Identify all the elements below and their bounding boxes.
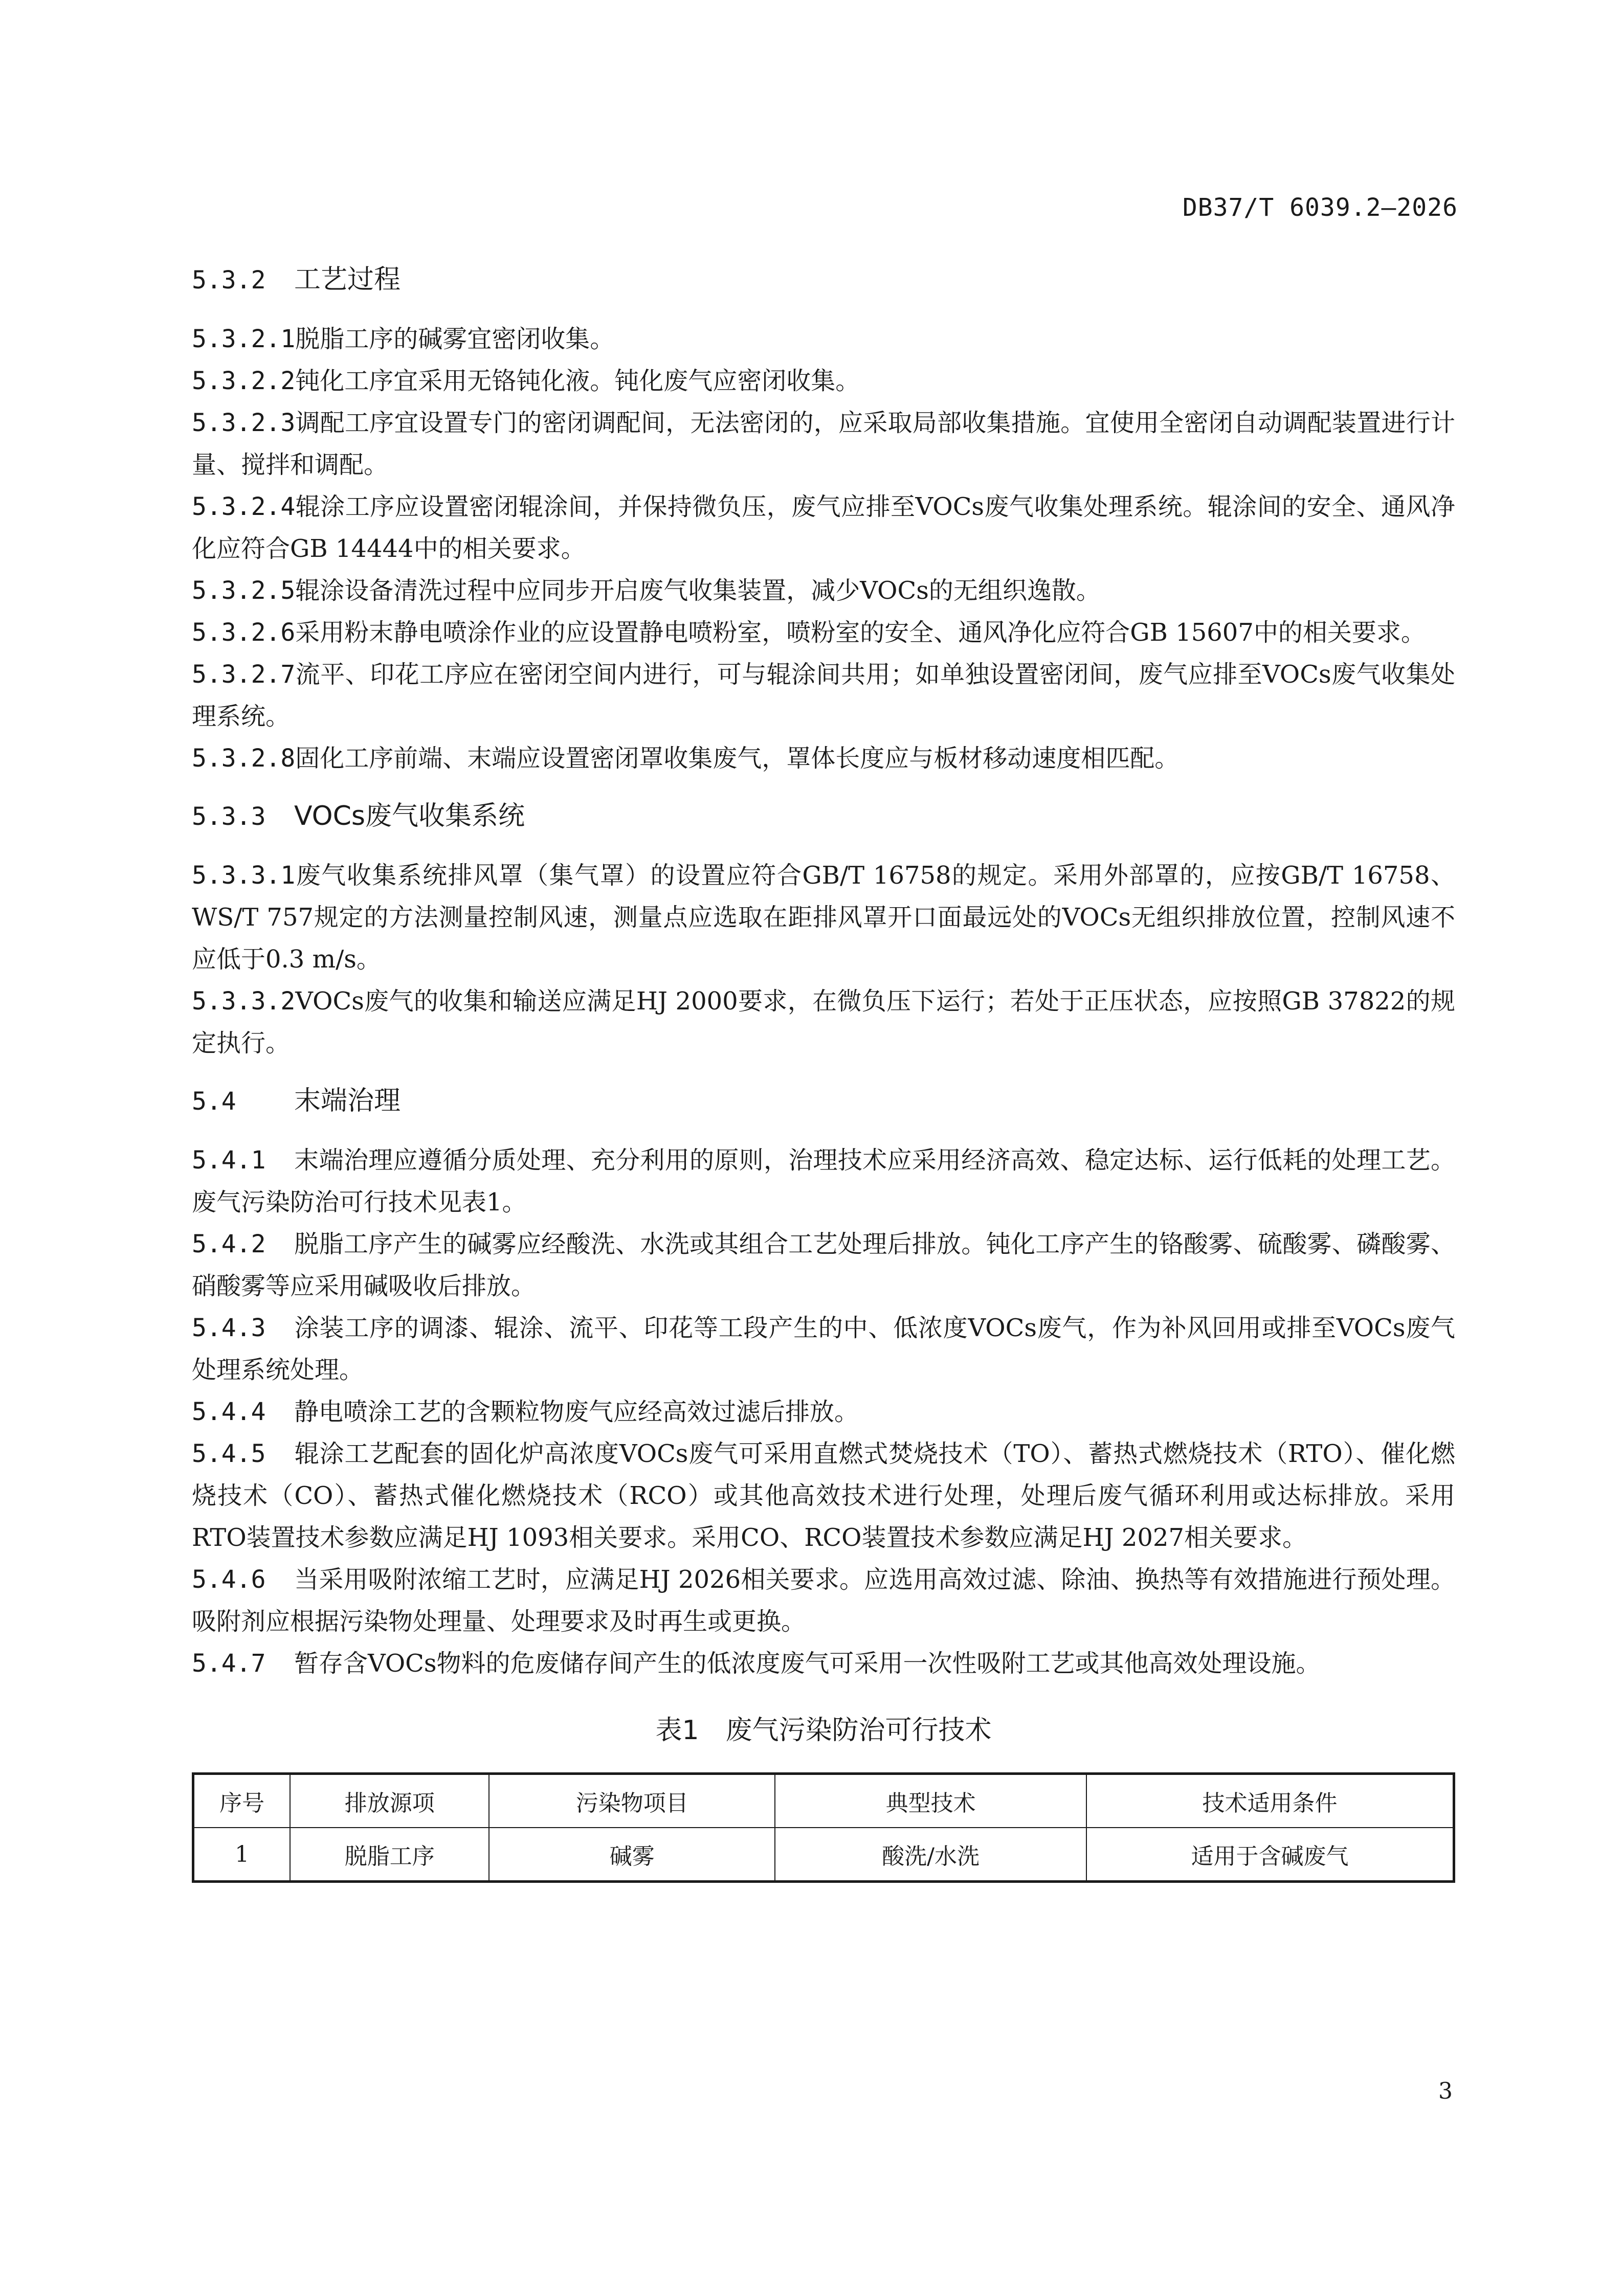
clause-number: 5.4.2 xyxy=(192,1230,266,1258)
standard-code: DB37/T 6039.2—2026 xyxy=(1182,193,1458,222)
clause-text: 涂装工序的调漆、辊涂、流平、印花等工段产生的中、低浓度VOCs废气，作为补风回用或排至VOCs废气处理系统处理。 xyxy=(192,1314,1455,1384)
table-row xyxy=(193,1828,1454,1882)
clause-paragraph xyxy=(192,360,1455,402)
clause-text: 流平、印花工序应在密闭空间内进行，可与辊涂间共用；如单独设置密闭间，废气应排至VOCs废气收集处理系统。 xyxy=(192,660,1455,731)
clause-paragraph xyxy=(192,854,1455,980)
clause-number: 5.3.2.1 xyxy=(192,325,296,353)
table-title: 表1 废气污染防治可行技术 xyxy=(655,1715,992,1746)
table-cell: 碱雾 xyxy=(489,1828,775,1882)
clause-number: 5.4.1 xyxy=(192,1146,266,1175)
clause-paragraph xyxy=(192,980,1455,1064)
clause-number: 5.3.2.2 xyxy=(192,367,296,395)
column-header-technology: 典型技术 xyxy=(775,1774,1086,1828)
section-number: 5.3.2 xyxy=(192,266,266,295)
clause-number: 5.3.2.5 xyxy=(192,576,296,605)
clause-text: 固化工序前端、末端应设置密闭罩收集废气，罩体长度应与板材移动速度相匹配。 xyxy=(295,744,1180,773)
clause-number: 5.4.3 xyxy=(192,1314,266,1342)
clause-number: 5.3.2.3 xyxy=(192,409,296,437)
table-cell: 适用于含碱废气 xyxy=(1086,1828,1454,1882)
clause-paragraph xyxy=(192,1223,1455,1307)
clause-paragraph xyxy=(192,486,1455,570)
clause-text: 调配工序宜设置专门的密闭调配间，无法密闭的，应采取局部收集措施。宜使用全密闭自动调配装置进行计量、搅拌和调配。 xyxy=(192,409,1455,479)
clause-text: 末端治理应遵循分质处理、充分利用的原则，治理技术应采用经济高效、稳定达标、运行低耗的处理工艺。废气污染防治可行技术见表1。 xyxy=(192,1146,1455,1217)
clause-paragraph xyxy=(192,1139,1455,1223)
clause-paragraph xyxy=(192,612,1455,654)
column-header-index: 序号 xyxy=(193,1774,291,1828)
clause-text: 脱脂工序产生的碱雾应经酸洗、水洗或其组合工艺处理后排放。钝化工序产生的铬酸雾、硫酸雾、磷酸雾、硝酸雾等应采用碱吸收后排放。 xyxy=(192,1230,1455,1300)
clause-text: 暂存含VOCs物料的危废储存间产生的低浓度废气可采用一次性吸附工艺或其他高效处理设施。 xyxy=(294,1649,1321,1678)
clause-text: VOCs废气的收集和输送应满足HJ 2000要求，在微负压下运行；若处于正压状态，应按照GB 37822的规定执行。 xyxy=(192,987,1455,1057)
clause-text: 辊涂工序应设置密闭辊涂间，并保持微负压，废气应排至VOCs废气收集处理系统。辊涂间的安全、通风净化应符合GB 14444中的相关要求。 xyxy=(192,492,1455,563)
feasible-technology-table xyxy=(192,1772,1455,1883)
document-body xyxy=(192,258,1455,1883)
section-title: 工艺过程 xyxy=(294,264,401,295)
clause-text: 辊涂工艺配套的固化炉高浓度VOCs废气可采用直燃式焚烧技术（TO）、蓄热式燃烧技术（RTO）、催化燃烧技术（CO）、蓄热式催化燃烧技术（RCO）或其他高效技术进行处理，处理后废气循环利用或达标排放。采用RTO装置技术参数应满足HJ 1093相关要求。采用CO、RCO装置技术参数应满足HJ 2027相关要求。 xyxy=(192,1439,1455,1552)
clause-paragraph xyxy=(192,1307,1455,1391)
section-heading-5-3-3 xyxy=(192,795,1455,838)
clause-paragraph xyxy=(192,1642,1455,1684)
clause-number: 5.3.3.2 xyxy=(192,987,296,1016)
column-header-pollutant: 污染物项目 xyxy=(489,1774,775,1828)
table-header-row xyxy=(193,1774,1454,1828)
clause-number: 5.4.6 xyxy=(192,1565,266,1594)
section-5-3-3-clauses xyxy=(192,854,1455,1064)
clause-number: 5.3.2.6 xyxy=(192,618,296,647)
clause-number: 5.3.2.4 xyxy=(192,492,296,521)
clause-number: 5.4.4 xyxy=(192,1398,266,1426)
section-5-4-clauses xyxy=(192,1139,1455,1684)
clause-number: 5.3.2.7 xyxy=(192,660,296,689)
column-header-source: 排放源项 xyxy=(290,1774,489,1828)
clause-paragraph xyxy=(192,1433,1455,1559)
clause-paragraph xyxy=(192,570,1455,612)
section-title: 末端治理 xyxy=(294,1086,401,1116)
clause-text: 钝化工序宜采用无铬钝化液。钝化废气应密闭收集。 xyxy=(295,367,860,395)
section-number: 5.3.3 xyxy=(192,802,266,831)
clause-text: 采用粉末静电喷涂作业的应设置静电喷粉室，喷粉室的安全、通风净化应符合GB 15607中的相关要求。 xyxy=(295,618,1426,647)
section-heading-5-3-2 xyxy=(192,258,1455,302)
clause-paragraph xyxy=(192,318,1455,360)
clause-text: 静电喷涂工艺的含颗粒物废气应经高效过滤后排放。 xyxy=(294,1398,859,1426)
clause-text: 脱脂工序的碱雾宜密闭收集。 xyxy=(295,325,615,353)
clause-paragraph xyxy=(192,737,1455,779)
column-header-conditions: 技术适用条件 xyxy=(1086,1774,1454,1828)
clause-text: 辊涂设备清洗过程中应同步开启废气收集装置，减少VOCs的无组织逸散。 xyxy=(295,576,1101,605)
clause-number: 5.3.3.1 xyxy=(192,861,296,890)
clause-number: 5.4.5 xyxy=(192,1439,266,1468)
clause-number: 5.3.2.8 xyxy=(192,744,296,773)
table-cell: 1 xyxy=(193,1828,291,1882)
table-cell: 酸洗/水洗 xyxy=(775,1828,1086,1882)
section-heading-5-4 xyxy=(192,1079,1455,1123)
clause-paragraph xyxy=(192,1391,1455,1433)
section-title: VOCs废气收集系统 xyxy=(294,801,525,831)
section-5-3-2-clauses xyxy=(192,318,1455,779)
clause-paragraph xyxy=(192,1559,1455,1642)
clause-paragraph xyxy=(192,402,1455,486)
section-number: 5.4 xyxy=(192,1087,236,1116)
clause-text: 废气收集系统排风罩（集气罩）的设置应符合GB/T 16758的规定。采用外部罩的，应按GB/T 16758、WS/T 757规定的方法测量控制风速，测量点应选取在距排风罩开口面最远处的VOCs无组织排放位置，控制风速不应低于0.3 m/s。 xyxy=(192,861,1455,974)
page-number: 3 xyxy=(1438,2078,1453,2104)
clause-number: 5.4.7 xyxy=(192,1649,266,1678)
table-cell: 脱脂工序 xyxy=(290,1828,489,1882)
clause-paragraph xyxy=(192,654,1455,737)
clause-text: 当采用吸附浓缩工艺时，应满足HJ 2026相关要求。应选用高效过滤、除油、换热等有效措施进行预处理。吸附剂应根据污染物处理量、处理要求及时再生或更换。 xyxy=(192,1565,1455,1636)
